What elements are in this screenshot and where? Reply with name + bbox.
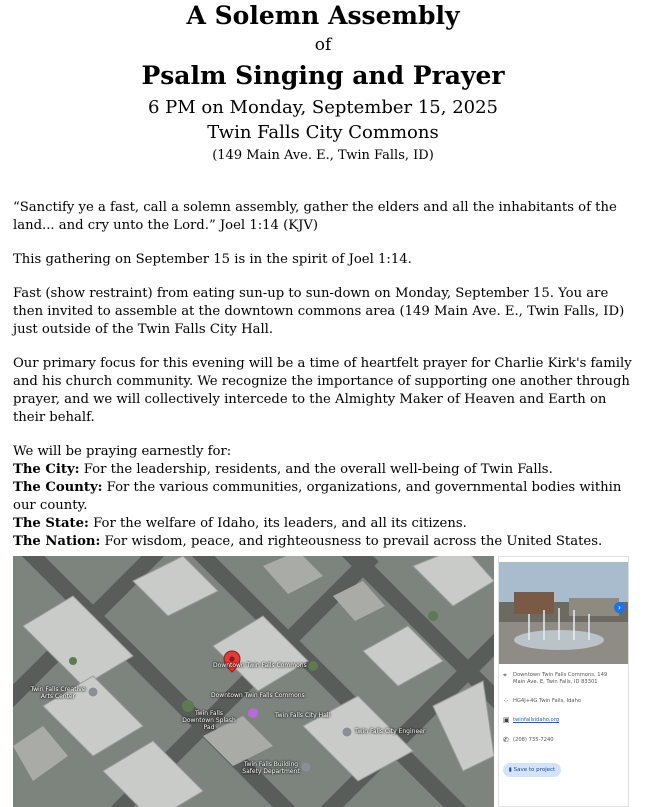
title-connector: of [314,35,332,55]
splash-pad-icon [248,708,258,718]
website-icon: ▣ [503,716,510,724]
panel-phone[interactable]: (208) 735-7240 [513,737,554,743]
save-label: Save to project [513,767,556,773]
event-subtitle: Psalm Singing and Prayer [141,61,505,90]
satellite-map[interactable] [13,556,494,807]
plus-code-icon: ⁘ [503,697,509,705]
panel-website[interactable]: twinfallsidaho.org [513,717,560,723]
place-panel [498,556,629,807]
panel-pluscode: HG4J+4G Twin Falls, Idaho [513,698,582,704]
prayer-item-label: The County: [13,480,103,495]
bookmark-icon: ▮ [508,767,512,773]
map-label-city-hall: Twin Falls City Hall [275,712,331,719]
panel-address: Downtown Twin Falls Commons, 149 Main Ave. E, Twin Falls, ID 83301 [513,672,608,685]
panel-website-row[interactable] [503,717,619,724]
prayer-item-label: The State: [13,516,89,531]
save-to-project-button[interactable] [503,763,561,777]
prayer-item-text: For the welfare of Idaho, its leaders, and all its citizens. [88,516,467,531]
event-venue: Twin Falls City Commons [207,122,439,143]
map-label-arts-center: Twin Falls Creative Arts Center [30,686,86,700]
prayer-list [13,443,633,551]
prayer-item-text: For the leadership, residents, and the overall well-being of Twin Falls. [79,462,553,477]
map-label-city-engineer: Twin Falls City Engineer [355,728,426,735]
prayer-item-city [13,461,633,479]
location-icon: ⌖ [503,671,507,679]
prayer-item-text: For the various communities, organizations, and governmental bodies within our county. [13,480,622,513]
prayer-item-state [13,515,633,533]
place-photo[interactable] [499,562,628,664]
event-body [13,199,633,551]
event-datetime: 6 PM on Monday, September 15, 2025 [147,97,499,118]
place-photo-image [499,562,628,664]
focus-paragraph: Our primary focus for this evening will be a time of heartfelt prayer for Charlie Kirk's family and his church community. We recognize the importance of supporting one another through prayer, and we will collectively intercede to the Almighty Maker of Heaven and Earth on their behalf. [13,356,632,425]
arts-center-icon [89,688,98,697]
event-title: A Solemn Assembly [186,1,460,30]
panel-pluscode-row [503,698,619,705]
map-label-splash-pad: Twin Falls Downtown Splash Pad [182,710,236,731]
prayer-item-label: The Nation: [13,534,101,549]
prayer-intro: We will be praying earnestly for: [13,444,232,459]
safety-dept-icon [302,763,311,772]
spirit-paragraph: This gathering on September 15 is in the spirit of Joel 1:14. [13,252,412,267]
phone-icon: ✆ [503,736,509,744]
prayer-item-county [13,479,633,515]
next-photo-icon[interactable]: › [614,602,625,613]
map-label-safety-dept: Twin Falls Building Safety Department [242,761,300,775]
panel-phone-row[interactable] [503,737,619,744]
engineer-icon [343,728,352,737]
scripture-quote: “Sanctify ye a fast, call a solemn assembly, gather the elders and all the inhabitants of the land... and cry unto the Lord.” Joel 1:14 (KJV) [13,200,617,233]
prayer-item-text: For wisdom, peace, and righteousness to prevail across the United States. [100,534,603,549]
map-label-commons: Downtown Twin Falls Commons [211,692,305,699]
panel-address-row [503,672,619,686]
fast-paragraph: Fast (show restraint) from eating sun-up to sun-down on Monday, September 15. You are then invited to assemble at the downtown commons area (149 Main Ave. E., Twin Falls, ID) just outside of the Twin Falls City Hall. [13,286,625,337]
event-address: (149 Main Ave. E., Twin Falls, ID) [212,148,434,163]
prayer-item-label: The City: [13,462,80,477]
prayer-item-nation [13,533,633,551]
map-label-commons-top: Downtown Twin Falls Commons [213,662,307,669]
